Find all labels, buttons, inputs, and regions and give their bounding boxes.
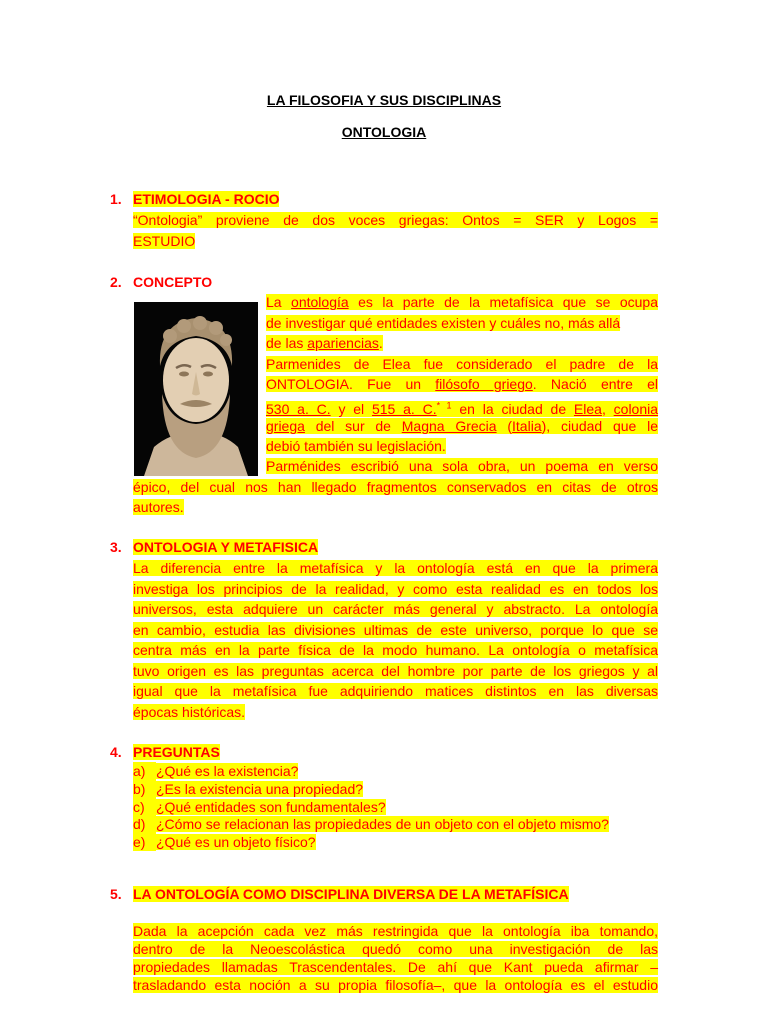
parmenides-portrait (134, 302, 258, 476)
footnote-ref[interactable]: * 1 (436, 400, 452, 410)
s5-line-1: Dada la acepción cada vez más restringida que la ontología iba tomando, (133, 923, 658, 939)
link-515-ac[interactable]: 515 a. C. (371, 400, 437, 417)
link-italia[interactable]: Italia (512, 418, 542, 434)
section-1-heading: 1. ETIMOLOGIA - ROCIO (110, 191, 280, 207)
concept-line-1: La ontología es la parte de la metafísica que se ocupa (266, 294, 658, 310)
question-d: d) ¿Cómo se relacionan las propiedades de un objeto con el objeto mismo? (133, 816, 609, 832)
document-subtitle: ONTOLOGIA (341, 124, 427, 140)
concept-line-7: griega del sur de Magna Grecia (Italia), ciudad que le (266, 418, 659, 434)
s3-line-6: tuvo origen es las preguntas acerca del hombre por parte de los griegos y al (133, 663, 658, 679)
concept-line-9: Parménides escribió una sola obra, un poema en verso (266, 458, 658, 474)
concept-line-5: ONTOLOGIA. Fue un filósofo griego. Nació entre el (266, 376, 658, 392)
section-2-heading: 2. CONCEPTO (110, 274, 213, 290)
section-4-heading: 4. PREGUNTAS (110, 744, 220, 760)
section-1-line-1: “Ontologia” proviene de dos voces griegas: Ontos = SER y Logos = (133, 212, 658, 228)
section-5-heading: 5. LA ONTOLOGÍA COMO DISCIPLINA DIVERSA DE LA METAFÍSICA (110, 886, 569, 902)
s3-line-1: La diferencia entre la metafísica y la ontología está en que la primera (133, 560, 658, 576)
s5-line-3: propiedades llamadas Trascendentales. De ahí que Kant pueda afirmar – (133, 959, 658, 975)
concept-line-8: debió también su legislación. (266, 438, 446, 454)
link-magna-grecia[interactable]: Magna Grecia (401, 418, 497, 434)
s3-line-2: investiga los principios de la realidad, y como esta realidad es en todos los (133, 581, 658, 597)
link-griega[interactable]: griega (266, 418, 305, 434)
concept-line-4: Parmenides de Elea fue considerado el padre de la (266, 356, 658, 372)
s3-line-4: en cambio, estudia las divisiones ultimas de este universo, porque lo que se (133, 622, 658, 638)
concept-line-11: autores. (133, 499, 184, 515)
link-elea[interactable]: Elea (573, 400, 602, 417)
s3-line-7: igual que la metafísica fue adquiriendo matices distintos en las diversas (133, 683, 658, 699)
s3-line-5: centra más en la parte física de la modo humano. La ontología o metafísica (133, 642, 658, 658)
question-a: a) ¿Qué es la existencia? (133, 763, 299, 779)
s5-line-4: trasladando esta noción a su propia filosofía–, que la ontología es el estudio (133, 977, 658, 993)
link-filosofo-griego[interactable]: filósofo griego (435, 376, 533, 392)
concept-line-3: de las apariencias. (266, 335, 383, 351)
concept-line-6: 530 a. C. y el 515 a. C.$^{* 1}$ en la ciudad de Elea, colonia (266, 400, 659, 417)
s5-line-2: dentro de la Neoescolástica quedó como una investigación de las (133, 941, 658, 957)
question-e: e) ¿Qué es un objeto físico? (133, 834, 316, 850)
concept-line-2: de investigar qué entidades existen y cuáles no, más allá (266, 315, 621, 331)
s3-line-3: universos, esta adquiere un carácter más general y abstracto. La ontología (133, 601, 658, 617)
section-3-heading: 3. ONTOLOGIA Y METAFISICA (110, 539, 319, 555)
document-title: LA FILOSOFIA Y SUS DISCIPLINAS (266, 92, 502, 108)
link-colonia[interactable]: colonia (613, 400, 659, 417)
section-1-line-2: ESTUDIO (133, 233, 196, 249)
question-b: b) ¿Es la existencia una propiedad? (133, 781, 364, 797)
concept-line-10: épico, del cual nos han llegado fragmentos conservados en citas de otros (133, 479, 658, 495)
question-c: c) ¿Qué entidades son fundamentales? (133, 799, 386, 815)
link-530-ac[interactable]: 530 a. C. (266, 400, 331, 417)
s3-line-8: épocas históricas. (133, 704, 246, 720)
